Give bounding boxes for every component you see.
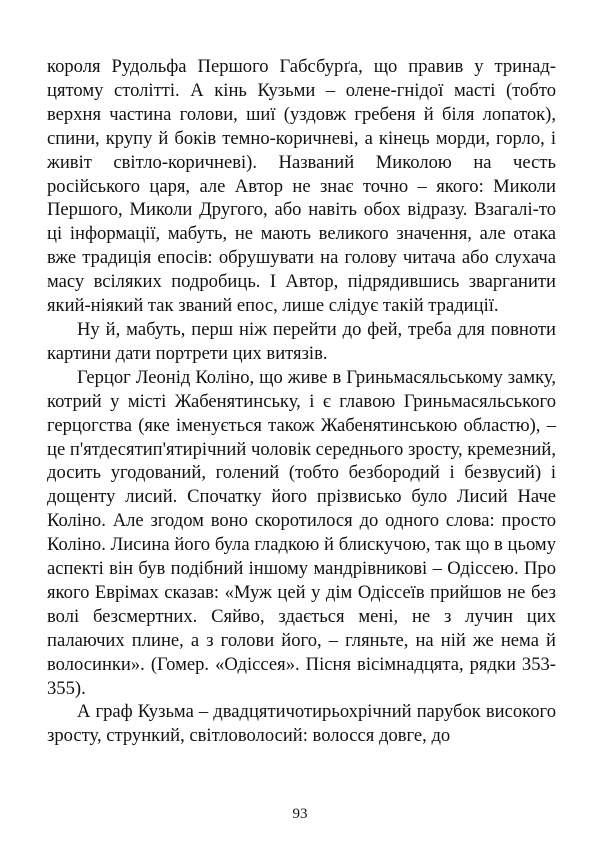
paragraph-3: Герцог Леонід Коліно, що живе в Гриньмасяльському замку, котрий у місті Жабенятинську, і є главою Гриньмасяльського герцогства (яке іменується також Жабенятинською областю), – це п'ятдесятип'ятирічний чоловік середнього зросту, кремезний, досить угодований, голений (тобто безбородий і безвусий) і дощенту лисий. Спочатку його прізвисько було Лисий Наче Коліно. Але згодом воно скоротилося до одного слова: просто Коліно. Лисина його була гладкою й блискучою, так що в цьому аспекті він був подібний іншому мандрівникові – Одіссею. Про якого Еврімах сказав: «Муж цей у дім Одіссеїв прийшов не без волі безсмертних. Сяйво, здається мені, не з лучин цих палаючих плине, а з голови його, – гляньте, на ній же нема й волосинки». (Гомер. «Одіссея». Пісня вісімнадцята, рядки 353-355). <box>47 366 556 699</box>
page-number: 93 <box>292 806 308 822</box>
paragraph-2: Ну й, мабуть, перш ніж перейти до фей, треба для повноти картини дати портрети цих витязів. <box>47 318 556 364</box>
paragraph-1: короля Рудольфа Першого Габсбурґа, що правив у тринадцятому столітті. А кінь Кузьми – олене-гнідої масті (тобто верхня частина голови, шиї (уздовж гребеня й біля лопаток), спини, крупу й боків темно-коричневі, а кінець морди, горло, і живіт світло-коричневі). Названий Миколою на честь російського царя, але Автор не знає точно – якого: Миколи Першого, Миколи Другого, або навіть обох відразу. Взагалі-то ці інформації, мабуть, не мають великого значення, але отака вже традиція епосів: обрушувати на голову читача або слухача масу всіляких подробиць. І Автор, підрядившись зварганити який-ніякий так званий епос, лише слідує такій традиції. <box>47 56 556 317</box>
page-body <box>47 55 556 748</box>
paragraph-4: А граф Кузьма – двадцятичотирьохрічний парубок високого зросту, стрункий, світловолосий: волосся довге, до <box>47 701 556 747</box>
